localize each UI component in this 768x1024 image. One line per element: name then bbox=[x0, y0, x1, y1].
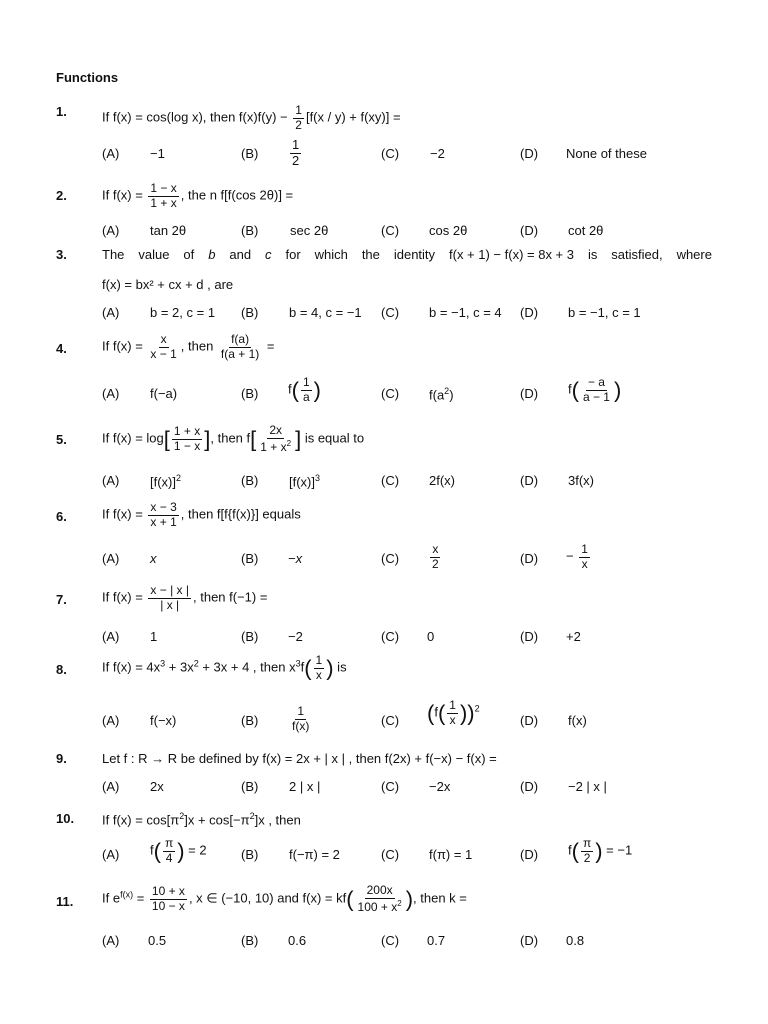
option-label: (C) bbox=[381, 713, 400, 728]
option-label: (B) bbox=[241, 629, 259, 644]
option-label: (D) bbox=[520, 779, 539, 794]
option-b: sec 2θ bbox=[290, 223, 329, 238]
option-label: (A) bbox=[102, 223, 120, 238]
option-label: (A) bbox=[102, 146, 120, 161]
option-label: (B) bbox=[241, 933, 259, 948]
option-label: (C) bbox=[381, 779, 400, 794]
option-label: (B) bbox=[241, 386, 259, 401]
question-text: Let f : R → R be defined by f(x) = 2x + | x | , then f(2x) + f(−x) − f(x) = bbox=[102, 751, 497, 766]
option-label: (C) bbox=[381, 933, 400, 948]
option-a: x bbox=[150, 551, 157, 566]
option-c: −2x bbox=[429, 779, 451, 794]
option-b: 2 | x | bbox=[289, 779, 321, 794]
option-a: −1 bbox=[150, 146, 165, 161]
option-a: f( $\frac{\pi}{4}$ ) = 2 bbox=[150, 836, 207, 865]
option-c: $\frac{x}{2}$ bbox=[432, 542, 439, 571]
question-number: 2. bbox=[56, 188, 67, 203]
option-d: 0.8 bbox=[566, 933, 585, 948]
option-b: 0.6 bbox=[288, 933, 307, 948]
option-label: (B) bbox=[241, 551, 259, 566]
option-label: (C) bbox=[381, 386, 400, 401]
option-d: None of these bbox=[566, 146, 647, 161]
option-a: 0.5 bbox=[148, 933, 167, 948]
option-label: (C) bbox=[381, 305, 400, 320]
question-number: 8. bbox=[56, 662, 67, 677]
option-a: 1 bbox=[150, 629, 158, 644]
option-a: 2x bbox=[150, 779, 164, 794]
option-label: (C) bbox=[381, 223, 400, 238]
option-label: (C) bbox=[381, 629, 400, 644]
option-label: (C) bbox=[381, 551, 400, 566]
question-text: If $f(x) = \cos[\pi^2]x + \cos[-\pi^2]x$ , then bbox=[102, 811, 301, 828]
question-text: If f(x) = log[ $\frac{1 + x}{1 - x}$ ], then f[ $\frac{2x}{1 + x^2}$ ] is equal to bbox=[102, 423, 365, 454]
option-b: $[f(x)]^3$ bbox=[289, 473, 321, 490]
option-label: (A) bbox=[102, 551, 120, 566]
question-number: 6. bbox=[56, 509, 67, 524]
option-label: (C) bbox=[381, 146, 400, 161]
question-text: If $e^{f(x)}$ = $\frac{10 + x}{10 - x}$ , x ∈ (−10, 10) and f(x) = kf( $\frac{200x}{100 + x^2}$ ), then k = bbox=[102, 883, 467, 914]
option-b: −2 bbox=[288, 629, 303, 644]
option-d: cot 2θ bbox=[568, 223, 604, 238]
option-b: b = 4, c = −1 bbox=[289, 305, 362, 320]
option-label: (C) bbox=[381, 847, 400, 862]
question-number: 11. bbox=[56, 894, 74, 909]
option-c: 2f(x) bbox=[429, 473, 455, 488]
question-text: If f(x) = $\frac{x - 3}{x + 1}$ , then f[f{f(x)}] equals bbox=[102, 500, 301, 529]
question-text: If f(x) = $\frac{x - | x |}{| x |}$ , then f(−1) = bbox=[102, 583, 268, 612]
option-c: $f(a^2)$ bbox=[429, 386, 454, 403]
option-b: $\frac{1}{2}$ bbox=[292, 137, 300, 168]
option-label: (B) bbox=[241, 473, 259, 488]
option-label: (A) bbox=[102, 713, 120, 728]
option-d: f(x) bbox=[568, 713, 587, 728]
option-label: (A) bbox=[102, 779, 120, 794]
option-d: 3f(x) bbox=[568, 473, 594, 488]
option-c: b = −1, c = 4 bbox=[429, 305, 502, 320]
option-label: (A) bbox=[102, 847, 120, 862]
question-number: 3. bbox=[56, 247, 67, 262]
option-label: (D) bbox=[520, 223, 539, 238]
option-label: (D) bbox=[520, 305, 539, 320]
option-c: 0 bbox=[427, 629, 435, 644]
option-label: (D) bbox=[520, 847, 539, 862]
option-d: b = −1, c = 1 bbox=[568, 305, 641, 320]
question-number: 7. bbox=[56, 592, 67, 607]
option-d: − $\frac{1}{x}$ bbox=[566, 542, 588, 571]
option-label: (D) bbox=[520, 933, 539, 948]
option-label: (C) bbox=[381, 473, 400, 488]
question-text: The value of b and c for which the identity f(x + 1) − f(x) = 8x + 3 is satisfied, where bbox=[102, 247, 712, 262]
option-d: f( $\frac{- a}{a - 1}$ ) bbox=[568, 375, 622, 404]
option-label: (B) bbox=[241, 146, 259, 161]
question-text: If $f(x) = 4x^3 + 3x^2 + 3x + 4$ , then $x^3f$( $\frac{1}{x}$ ) is bbox=[102, 653, 347, 682]
option-label: (D) bbox=[520, 386, 539, 401]
option-c: (f( $\frac{1}{x}$ ))$^2$ bbox=[427, 698, 480, 727]
option-label: (A) bbox=[102, 386, 120, 401]
question-text: If f(x) = $\frac{1 - x}{1 + x}$ , the n f[f(cos 2θ)] = bbox=[102, 181, 294, 210]
option-a: b = 2, c = 1 bbox=[150, 305, 216, 320]
option-label: (D) bbox=[520, 473, 539, 488]
option-label: (A) bbox=[102, 629, 120, 644]
page-title: Functions bbox=[56, 70, 119, 85]
option-b: f(−π) = 2 bbox=[289, 847, 340, 862]
option-label: (B) bbox=[241, 779, 259, 794]
option-d: −2 | x | bbox=[568, 779, 607, 794]
option-d: +2 bbox=[566, 629, 581, 644]
option-label: (D) bbox=[520, 713, 539, 728]
option-b: $\frac{1}{f(x)}$ bbox=[292, 704, 310, 733]
option-c: cos 2θ bbox=[429, 223, 468, 238]
option-b: −x bbox=[288, 551, 303, 566]
option-label: (A) bbox=[102, 933, 120, 948]
option-label: (B) bbox=[241, 847, 259, 862]
option-label: (B) bbox=[241, 713, 259, 728]
question-number: 1. bbox=[56, 104, 67, 119]
question-number: 4. bbox=[56, 341, 67, 356]
question-text: If f(x) = $\frac{x}{x - 1}$ , then $\frac{f(a)}{f(a + 1)}$ = bbox=[102, 332, 275, 361]
option-label: (B) bbox=[241, 223, 259, 238]
option-a: tan 2θ bbox=[150, 223, 187, 238]
question-text: If f(x) = cos(log x), then f(x)f(y) − $\frac{1}{2}$ [f(x / y) + f(xy)] = bbox=[102, 103, 401, 132]
option-c: 0.7 bbox=[427, 933, 446, 948]
option-d: f( $\frac{\pi}{2}$ ) = −1 bbox=[568, 836, 633, 865]
question-text-line2: f(x) = bx² + cx + d , are bbox=[102, 277, 234, 292]
option-a: f(−a) bbox=[150, 386, 178, 401]
option-label: (B) bbox=[241, 305, 259, 320]
question-number: 5. bbox=[56, 432, 67, 447]
option-label: (D) bbox=[520, 146, 539, 161]
option-c: f(π) = 1 bbox=[429, 847, 473, 862]
option-a: f(−x) bbox=[150, 713, 177, 728]
option-b: f( $\frac{1}{a}$ ) bbox=[288, 375, 321, 404]
option-label: (A) bbox=[102, 473, 120, 488]
question-number: 10. bbox=[56, 811, 75, 826]
option-c: −2 bbox=[430, 146, 445, 161]
option-a: $[f(x)]^2$ bbox=[150, 473, 182, 490]
option-label: (D) bbox=[520, 629, 539, 644]
option-label: (A) bbox=[102, 305, 120, 320]
question-number: 9. bbox=[56, 751, 67, 766]
option-label: (D) bbox=[520, 551, 539, 566]
